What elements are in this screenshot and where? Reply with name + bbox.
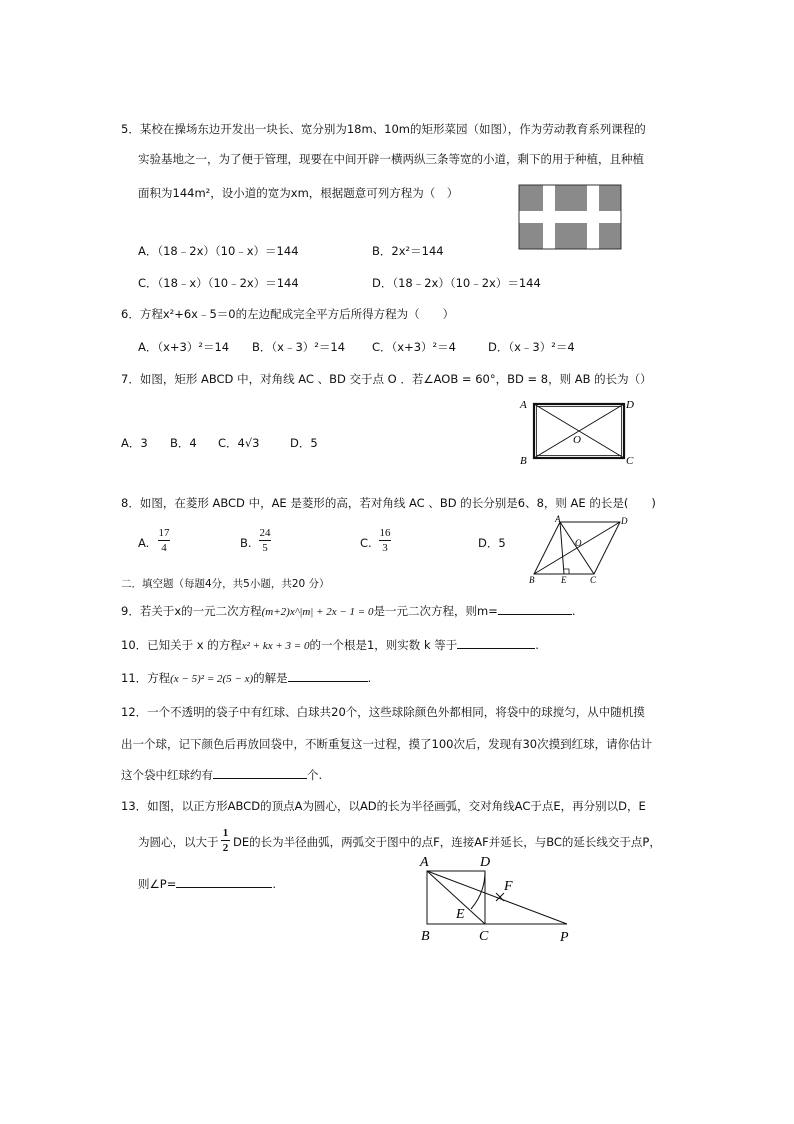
- q10-line: [121, 637, 539, 653]
- q13-line1: 13．如图，以正方形ABCD的顶点A为圆心，以AD的长为半径画弧，交对角线AC于点E，再分别以D，E: [121, 799, 646, 813]
- q8-option-d[interactable]: D．5: [478, 536, 506, 550]
- q8-label-e: E: [561, 575, 567, 585]
- q5-option-d[interactable]: D．（18﹣2x）（10﹣2x）＝144: [372, 276, 541, 290]
- q11-post: 的解是: [253, 671, 288, 685]
- q13-line2-pre: 为圆心，以大于: [138, 835, 219, 849]
- q8-c-numerator: 16: [379, 527, 391, 539]
- q8-label-b: B: [529, 575, 535, 585]
- q6-stem: 6．方程x²+6x﹣5＝0的左边配成完全平方后所得方程为（ ）: [121, 307, 455, 321]
- q10-pre: 10．已知关于 x 的方程: [121, 638, 242, 652]
- q10-equation: x² + kx + 3 = 0: [241, 640, 310, 652]
- q10-end: .: [535, 638, 539, 652]
- q11-line: [121, 670, 371, 686]
- q8-b-denominator: 5: [262, 542, 268, 554]
- q7-option-c[interactable]: C．4√3: [218, 436, 260, 450]
- q13-frac-denominator: 2: [222, 842, 229, 854]
- q11-end: .: [367, 671, 372, 685]
- q9-line: [121, 603, 575, 619]
- q12-line3-pre: 这个袋中红球约有: [121, 768, 213, 782]
- q11-equation: (x − 5)² = 2(5 − x): [170, 673, 254, 685]
- q6-option-b[interactable]: B．（x﹣3）²＝14: [252, 340, 346, 354]
- q13-line3: [138, 876, 276, 891]
- q5-line3: 面积为144m²，设小道的宽为xm，根据题意可列方程为（ ）: [138, 186, 459, 200]
- q8-option-a[interactable]: A.: [138, 536, 150, 550]
- q13-label-d: D: [480, 855, 491, 870]
- q12-line2: 出一个球，记下颜色后再放回袋中，不断重复这一过程，摸了100次后，发现有30次摸到红球，请你估计: [121, 737, 653, 751]
- q13-line3-pre: 则∠P=: [138, 877, 177, 891]
- q13-label-p: P: [560, 930, 569, 944]
- q11-answer-blank[interactable]: [288, 670, 368, 682]
- q6-option-d[interactable]: D．（x﹣3）²＝4: [488, 340, 575, 354]
- q5-line1: 5．某校在操场东边开发出一块长、宽分别为18m、10m的矩形菜园（如图），作为劳动教育系列课程的: [121, 122, 646, 136]
- q8-a-numerator: 17: [158, 527, 170, 539]
- q13-line3-post: .: [272, 877, 277, 891]
- q8-stem: 8．如图，在菱形 ABCD 中，AE 是菱形的高，若对角线 AC 、BD 的长分别是6、8，则 AE 的长是( ): [121, 496, 656, 510]
- path-horizontal: [519, 211, 621, 223]
- q7-option-b[interactable]: B．4: [170, 436, 197, 450]
- q5-option-a[interactable]: A．（18﹣2x）（10﹣x）＝144: [138, 244, 299, 258]
- q7-label-a: A: [520, 399, 527, 411]
- q12-line3-post: 个.: [307, 768, 323, 782]
- rhombus-abcd-figure: [526, 514, 634, 586]
- q13-label-e: E: [456, 907, 465, 922]
- q13-line2-post: DE的长为半径曲弧，两弧交于图中的点F，连接AF并延长，与BC的延长线交于点P，: [233, 835, 661, 849]
- q13-label-f: F: [504, 879, 513, 894]
- q11-pre: 11．方程: [121, 671, 171, 685]
- q8-a-denominator: 4: [161, 542, 167, 554]
- q8-option-b[interactable]: B.: [240, 536, 252, 550]
- q7-label-d: D: [626, 399, 634, 411]
- q7-option-a[interactable]: A．3: [121, 436, 148, 450]
- q13-answer-blank[interactable]: [176, 876, 272, 888]
- q7-label-b: B: [520, 455, 527, 466]
- q8-c-denominator: 3: [382, 542, 388, 554]
- q8-option-c[interactable]: C.: [360, 536, 372, 550]
- q8-option-c-fraction: [379, 527, 391, 554]
- q5-option-b[interactable]: B．2x²＝144: [372, 244, 444, 258]
- q10-answer-blank[interactable]: [457, 637, 535, 649]
- q13-label-a: A: [420, 855, 429, 870]
- q13-label-b: B: [421, 929, 430, 944]
- q5-line2: 实验基地之一，为了便于管理，现要在中间开辟一横两纵三条等宽的小道，剩下的用于种植，且种植: [138, 152, 644, 166]
- path-vertical-right: [587, 185, 599, 249]
- q9-post: 是一元二次方程，则m=: [373, 604, 498, 618]
- q9-equation: (m+2)x^|m| + 2x − 1 = 0: [261, 606, 374, 618]
- q7-stem: 7．如图，矩形 ABCD 中，对角线 AC 、BD 交于点 O ．若∠AOB = 60°，BD = 8，则 AB 的长为（）: [121, 372, 652, 386]
- q8-label-c: C: [590, 575, 597, 585]
- q7-option-d[interactable]: D．5: [290, 436, 318, 450]
- q10-post: 的一个根是1，则实数 k 等于: [309, 638, 458, 652]
- q9-answer-blank[interactable]: [498, 603, 572, 615]
- q7-label-c: C: [626, 455, 634, 466]
- q13-frac-numerator: 1: [222, 827, 229, 839]
- q13-label-c: C: [479, 929, 489, 944]
- q13-fraction: [221, 827, 230, 854]
- q12-line3: [121, 767, 322, 782]
- q8-option-a-fraction: [158, 527, 170, 554]
- square-abcd-figure: [416, 852, 586, 944]
- q8-label-a: A: [555, 514, 561, 524]
- rectangle-abcd-figure: [516, 396, 640, 466]
- section-2-title: 二．填空题（每题4分，共5小题，共20 分）: [121, 578, 330, 590]
- q12-answer-blank[interactable]: [213, 767, 307, 779]
- q9-pre: 9．若关于x的一元二次方程: [121, 604, 262, 618]
- garden-figure: [518, 184, 622, 250]
- q6-option-c[interactable]: C．（x+3）²＝4: [372, 340, 456, 354]
- q8-option-b-fraction: [259, 527, 271, 554]
- q12-line1: 12．一个不透明的袋子中有红球、白球共20个，这些球除颜色外都相同，将袋中的球搅匀，从中随机摸: [121, 705, 645, 719]
- q5-option-c[interactable]: C．（18﹣x）（10﹣2x）＝144: [138, 276, 299, 290]
- q7-label-o: O: [573, 434, 581, 446]
- q8-b-numerator: 24: [259, 527, 271, 539]
- path-vertical-left: [543, 185, 555, 249]
- q6-option-a[interactable]: A．（x+3）²＝14: [138, 340, 230, 354]
- q8-label-d: D: [621, 516, 628, 526]
- q9-end: .: [571, 604, 576, 618]
- q8-label-o: O: [575, 538, 582, 548]
